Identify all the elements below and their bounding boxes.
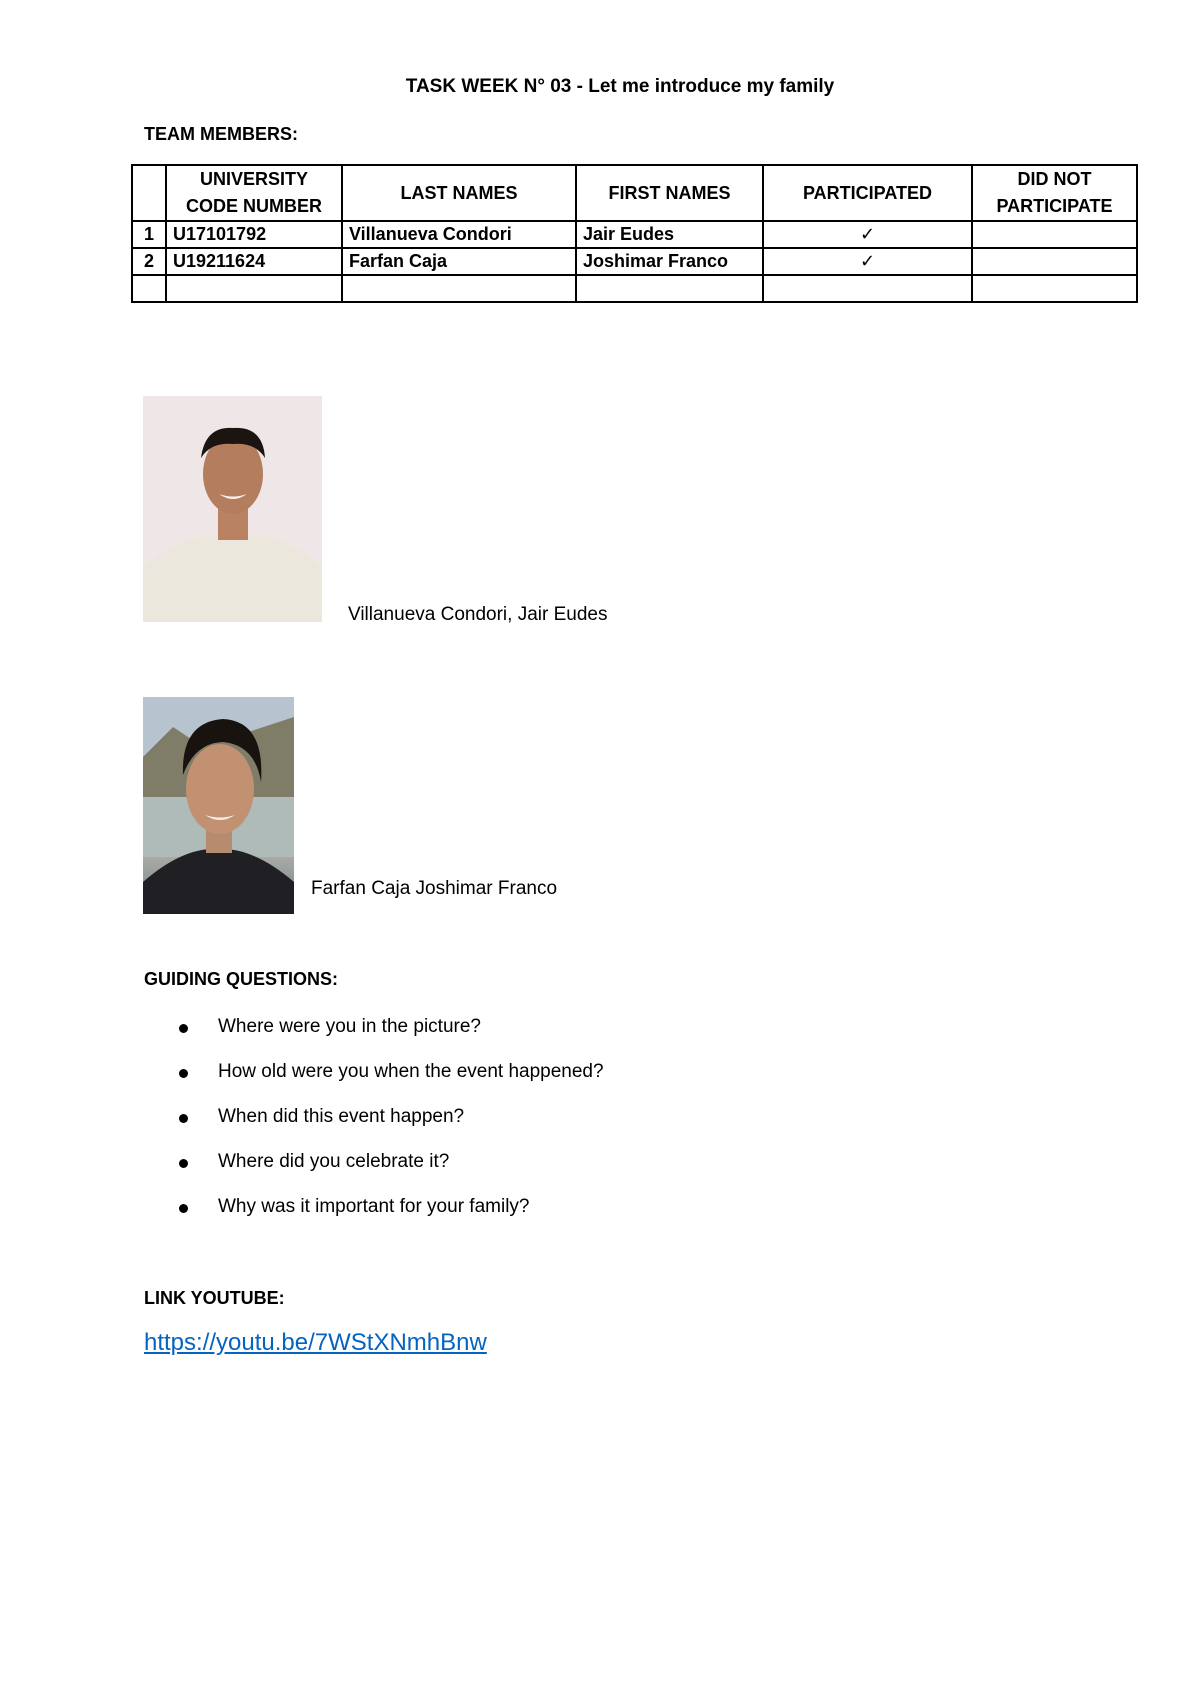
row-not-participated (972, 275, 1137, 302)
bullet-icon (179, 1204, 188, 1213)
question-text: How old were you when the event happened? (218, 1061, 604, 1082)
checkmark-icon: ✓ (763, 221, 972, 248)
table-row (132, 248, 1137, 275)
row-last-names: Villanueva Condori (342, 221, 576, 248)
guiding-questions-label: GUIDING QUESTIONS: (144, 969, 339, 989)
question-text: Where were you in the picture? (218, 1016, 481, 1037)
bullet-icon (179, 1159, 188, 1168)
bullet-icon (179, 1114, 188, 1123)
header-last-names: LAST NAMES (342, 165, 576, 221)
row-first-names: Joshimar Franco (576, 248, 763, 275)
row-not-participated (972, 221, 1137, 248)
list-item (144, 1052, 604, 1097)
bullet-icon (179, 1024, 188, 1033)
row-last-names (342, 275, 576, 302)
question-text: Why was it important for your family? (218, 1196, 530, 1217)
table-row (132, 221, 1137, 248)
link-youtube-label: LINK YOUTUBE: (144, 1288, 285, 1308)
row-code: U19211624 (166, 248, 342, 275)
row-number (132, 275, 166, 302)
question-text: When did this event happen? (218, 1106, 465, 1127)
row-code: U17101792 (166, 221, 342, 248)
member-photo (143, 396, 322, 622)
list-item (144, 1187, 604, 1232)
row-last-names: Farfan Caja (342, 248, 576, 275)
member-photo (143, 697, 294, 914)
header-code: UNIVERSITY CODE NUMBER (166, 165, 342, 221)
row-not-participated (972, 248, 1137, 275)
table-header-row (132, 165, 1137, 221)
list-item (144, 1007, 604, 1052)
header-first-names: FIRST NAMES (576, 165, 763, 221)
team-members-table (131, 164, 1138, 303)
page-title: TASK WEEK N° 03 - Let me introduce my family (405, 76, 835, 97)
row-number: 1 (132, 221, 166, 248)
row-number: 2 (132, 248, 166, 275)
portrait-image (143, 396, 322, 622)
header-did-not-participate: DID NOT PARTICIPATE (972, 165, 1137, 221)
row-first-names (576, 275, 763, 302)
guiding-questions-list (144, 1007, 604, 1232)
row-participated (763, 275, 972, 302)
portrait-image (143, 697, 294, 914)
youtube-link[interactable]: https://youtu.be/7WStXNmhBnw (144, 1329, 487, 1356)
photo-caption: Farfan Caja Joshimar Franco (311, 878, 558, 899)
table-row (132, 275, 1137, 302)
list-item (144, 1142, 604, 1187)
photo-caption: Villanueva Condori, Jair Eudes (348, 604, 608, 625)
header-number (132, 165, 166, 221)
bullet-icon (179, 1069, 188, 1078)
header-participated: PARTICIPATED (763, 165, 972, 221)
list-item (144, 1097, 604, 1142)
row-first-names: Jair Eudes (576, 221, 763, 248)
team-members-label: TEAM MEMBERS: (144, 124, 298, 144)
question-text: Where did you celebrate it? (218, 1151, 450, 1172)
checkmark-icon: ✓ (763, 248, 972, 275)
row-code (166, 275, 342, 302)
